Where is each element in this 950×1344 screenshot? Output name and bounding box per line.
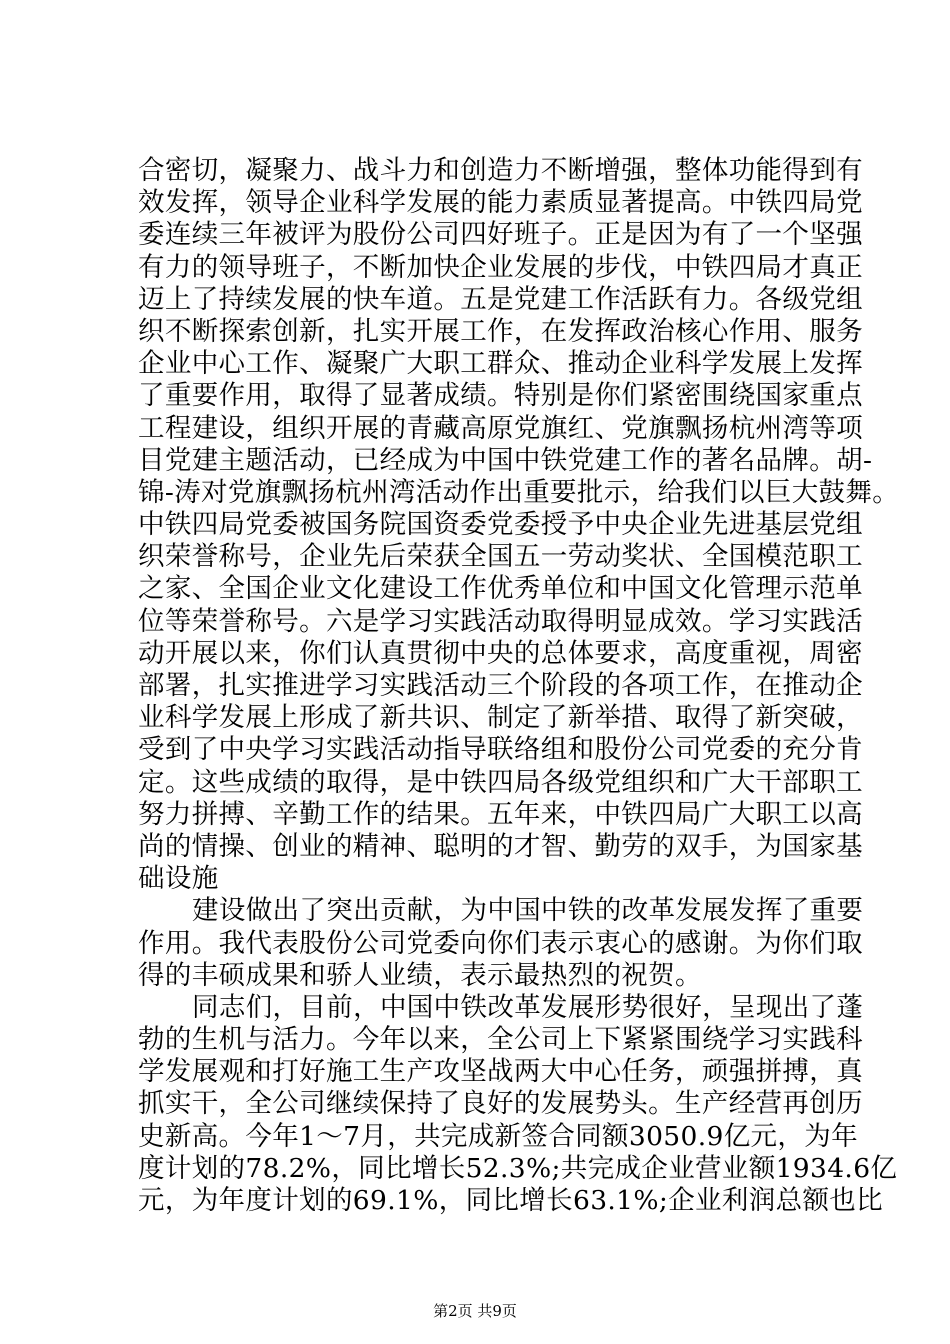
text-line: 业科学发展上形成了新共识、制定了新举措、取得了新突破， — [138, 702, 863, 734]
text-line: 之家、全国企业文化建设工作优秀单位和中国文化管理示范单 — [138, 573, 863, 605]
text-line: 作用。我代表股份公司党委向你们表示衷心的感谢。为你们取 — [138, 927, 863, 959]
text-line: 部署，扎实推进学习实践活动三个阶段的各项工作，在推动企 — [138, 670, 863, 701]
text-line: 建设做出了突出贡献，为中国中铁的改革发展发挥了重要 — [192, 895, 864, 927]
text-line: 了重要作用，取得了显著成绩。特别是你们紧密围绕国家重点 — [138, 380, 863, 412]
text-line: 学发展观和打好施工生产攻坚战两大中心任务，顽强拼搏，真 — [138, 1056, 863, 1088]
text-line: 同志们，目前，中国中铁改革发展形势很好，呈现出了蓬 — [192, 991, 864, 1023]
text-line: 努力拼搏、辛勤工作的结果。五年来，中铁四局广大职工以高 — [138, 798, 863, 830]
text-line: 受到了中央学习实践活动指导联络组和股份公司党委的充分肯 — [138, 734, 863, 766]
text-line: 织荣誉称号，企业先后荣获全国五一劳动奖状、全国模范职工 — [138, 541, 863, 573]
text-line: 元，为年度计划的69.1%，同比增长63.1%;企业利润总额也比 — [138, 1185, 883, 1216]
text-line: 勃的生机与活力。今年以来，全公司上下紧紧围绕学习实践科 — [138, 1024, 863, 1056]
text-line: 工程建设，组织开展的青藏高原党旗红、党旗飘扬杭州湾等项 — [138, 412, 863, 444]
text-line: 企业中心工作、凝聚广大职工群众、推动企业科学发展上发挥 — [138, 348, 863, 380]
text-line: 锦-涛对党旗飘扬杭州湾活动作出重要批示，给我们以巨大鼓舞。 — [138, 476, 900, 508]
text-line: 织不断探索创新，扎实开展工作，在发挥政治核心作用、服务 — [138, 315, 863, 347]
text-line: 位等荣誉称号。六是学习实践活动取得明显成效。学习实践活 — [138, 605, 863, 637]
text-line: 度计划的78.2%，同比增长52.3%;共完成企业营业额1934.6亿 — [138, 1152, 898, 1184]
text-line: 迈上了持续发展的快车道。五是党建工作活跃有力。各级党组 — [138, 283, 863, 315]
text-line: 效发挥，领导企业科学发展的能力素质显著提高。中铁四局党 — [138, 187, 863, 219]
text-line: 得的丰硕成果和骄人业绩，表示最热烈的祝贺。 — [138, 959, 702, 991]
body-text — [138, 155, 900, 1217]
text-line: 委连续三年被评为股份公司四好班子。正是因为有了一个坚强 — [138, 219, 863, 251]
text-line: 尚的情操、创业的精神、聪明的才智、勤劳的双手，为国家基 — [138, 830, 863, 862]
page-number-footer: 第2页 共9页 — [433, 1302, 517, 1320]
text-line: 目党建主题活动，已经成为中国中铁党建工作的著名品牌。胡- — [138, 444, 873, 476]
text-line: 定。这些成绩的取得，是中铁四局各级党组织和广大干部职工 — [138, 766, 863, 798]
text-line: 合密切，凝聚力、战斗力和创造力不断增强，整体功能得到有 — [138, 155, 863, 186]
text-line: 有力的领导班子，不断加快企业发展的步伐，中铁四局才真正 — [138, 251, 863, 283]
text-line: 动开展以来，你们认真贯彻中央的总体要求，高度重视，周密 — [138, 637, 863, 669]
text-line: 础设施 — [138, 863, 219, 895]
text-line: 抓实干，全公司继续保持了良好的发展势头。生产经营再创历 — [138, 1088, 863, 1120]
text-line: 史新高。今年1～7月，共完成新签合同额3050.9亿元，为年 — [138, 1120, 858, 1152]
text-line: 中铁四局党委被国务院国资委党委授予中央企业先进基层党组 — [138, 509, 863, 541]
